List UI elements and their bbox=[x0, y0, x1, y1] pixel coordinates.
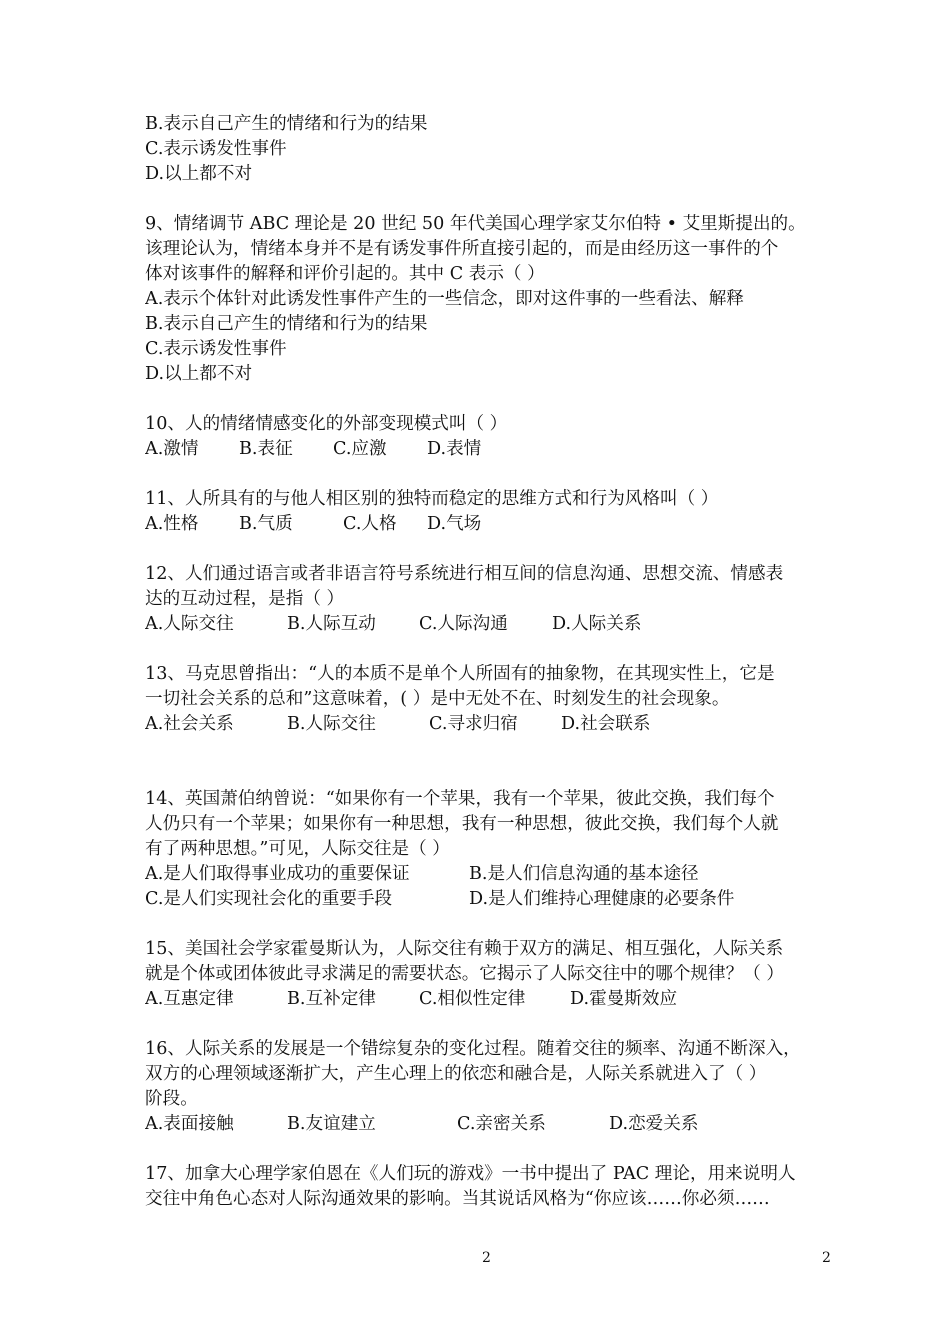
question-10 bbox=[145, 412, 835, 462]
question-text: 有了两种思想。”可见，人际交往是（ ） bbox=[145, 839, 450, 859]
option-row bbox=[145, 987, 835, 1012]
question-9 bbox=[145, 212, 835, 387]
question-11 bbox=[145, 487, 835, 537]
option-row bbox=[145, 712, 835, 737]
option-b: B.表征 bbox=[239, 439, 293, 459]
option-a: A.人际交往 bbox=[145, 614, 234, 634]
option-d: D.恋爱关系 bbox=[609, 1114, 699, 1134]
question-text: 17、加拿大心理学家伯恩在《人们玩的游戏》一书中提出了 PAC 理论，用来说明人 bbox=[145, 1164, 796, 1184]
option-c: C.表示诱发性事件 bbox=[145, 139, 287, 159]
option-a: A.互惠定律 bbox=[145, 989, 234, 1009]
option-a: A.表面接触 bbox=[145, 1114, 234, 1134]
question-15 bbox=[145, 937, 835, 1012]
question-text: 14、英国萧伯纳曾说：“如果你有一个苹果，我有一个苹果，彼此交换，我们每个 bbox=[145, 789, 775, 809]
option-c: C.寻求归宿 bbox=[429, 714, 518, 734]
option-a: A.是人们取得事业成功的重要保证 bbox=[145, 864, 410, 884]
option-d: D.表情 bbox=[427, 439, 482, 459]
page-number-right: 2 bbox=[822, 1250, 831, 1266]
option-c: C.应激 bbox=[333, 439, 387, 459]
option-a: A.激情 bbox=[145, 439, 199, 459]
option-b: B.表示自己产生的情绪和行为的结果 bbox=[145, 114, 428, 134]
question-text: 一切社会关系的总和”这意味着，( ）是中无处不在、时刻发生的社会现象。 bbox=[145, 689, 730, 709]
question-text: 16、人际关系的发展是一个错综复杂的变化过程。随着交往的频率、沟通不断深入， bbox=[145, 1039, 801, 1059]
option-d: D.霍曼斯效应 bbox=[570, 989, 678, 1009]
question-text: 达的互动过程，是指（ ） bbox=[145, 589, 345, 609]
option-b: B.气质 bbox=[239, 514, 293, 534]
question-text: 阶段。 bbox=[145, 1089, 198, 1109]
question-text: 15、美国社会学家霍曼斯认为，人际交往有赖于双方的满足、相互强化，人际关系 bbox=[145, 939, 784, 959]
question-16 bbox=[145, 1037, 835, 1137]
option-c: C.是人们实现社会化的重要手段 bbox=[145, 889, 393, 909]
option-row bbox=[145, 887, 835, 912]
prev-question-options bbox=[145, 112, 835, 187]
option-d: D.是人们维持心理健康的必要条件 bbox=[469, 889, 735, 909]
option-row bbox=[145, 612, 835, 637]
question-13 bbox=[145, 662, 835, 737]
option-c: C.亲密关系 bbox=[457, 1114, 546, 1134]
option-a: A.性格 bbox=[145, 514, 199, 534]
question-text: 体对该事件的解释和评价引起的。其中 C 表示（ ） bbox=[145, 264, 545, 284]
option-c: C.表示诱发性事件 bbox=[145, 339, 287, 359]
question-text: 9、情绪调节 ABC 理论是 20 世纪 50 年代美国心理学家艾尔伯特 • 艾里斯提出的。 bbox=[145, 214, 806, 234]
option-c: C.相似性定律 bbox=[419, 989, 526, 1009]
option-b: B.人际交往 bbox=[287, 714, 376, 734]
option-d: D.以上都不对 bbox=[145, 364, 253, 384]
option-b: B.友谊建立 bbox=[287, 1114, 376, 1134]
option-row bbox=[145, 512, 835, 537]
question-text: 13、马克思曾指出：“人的本质不是单个人所固有的抽象物，在其现实性上，它是 bbox=[145, 664, 775, 684]
question-text: 10、人的情绪情感变化的外部变现模式叫（ ） bbox=[145, 414, 508, 434]
question-text: 交往中角色心态对人际沟通效果的影响。当其说话风格为“你应该……你必须…… bbox=[145, 1189, 770, 1209]
option-a: A.社会关系 bbox=[145, 714, 234, 734]
option-d: D.以上都不对 bbox=[145, 164, 253, 184]
question-text: 双方的心理领域逐渐扩大，产生心理上的依恋和融合是，人际关系就进入了（ ） bbox=[145, 1064, 767, 1084]
question-text: 人仍只有一个苹果；如果你有一种思想，我有一种思想，彼此交换，我们每个人就 bbox=[145, 814, 779, 834]
page-number-center: 2 bbox=[482, 1250, 491, 1266]
option-b: B.是人们信息沟通的基本途径 bbox=[469, 864, 699, 884]
option-c: C.人格 bbox=[343, 514, 397, 534]
option-d: D.人际关系 bbox=[552, 614, 642, 634]
question-17 bbox=[145, 1162, 835, 1212]
option-b: B.互补定律 bbox=[287, 989, 376, 1009]
question-text: 11、人所具有的与他人相区别的独特而稳定的思维方式和行为风格叫（ ） bbox=[145, 489, 719, 509]
question-12 bbox=[145, 562, 835, 637]
option-d: D.社会联系 bbox=[561, 714, 651, 734]
option-a: A.表示个体针对此诱发性事件产生的一些信念，即对这件事的一些看法、解释 bbox=[145, 289, 744, 309]
question-list bbox=[145, 112, 835, 1212]
question-text: 该理论认为，情绪本身并不是有诱发事件所直接引起的，而是由经历这一事件的个 bbox=[145, 239, 779, 259]
question-text: 就是个体或团体彼此寻求满足的需要状态。它揭示了人际交往中的哪个规律？（ ） bbox=[145, 964, 784, 984]
option-b: B.表示自己产生的情绪和行为的结果 bbox=[145, 314, 428, 334]
option-b: B.人际互动 bbox=[287, 614, 376, 634]
option-row bbox=[145, 437, 835, 462]
option-d: D.气场 bbox=[427, 514, 482, 534]
option-row bbox=[145, 862, 835, 887]
question-text: 12、人们通过语言或者非语言符号系统进行相互间的信息沟通、思想交流、情感表 bbox=[145, 564, 784, 584]
question-14 bbox=[145, 787, 835, 912]
option-c: C.人际沟通 bbox=[419, 614, 508, 634]
option-row bbox=[145, 1112, 835, 1137]
